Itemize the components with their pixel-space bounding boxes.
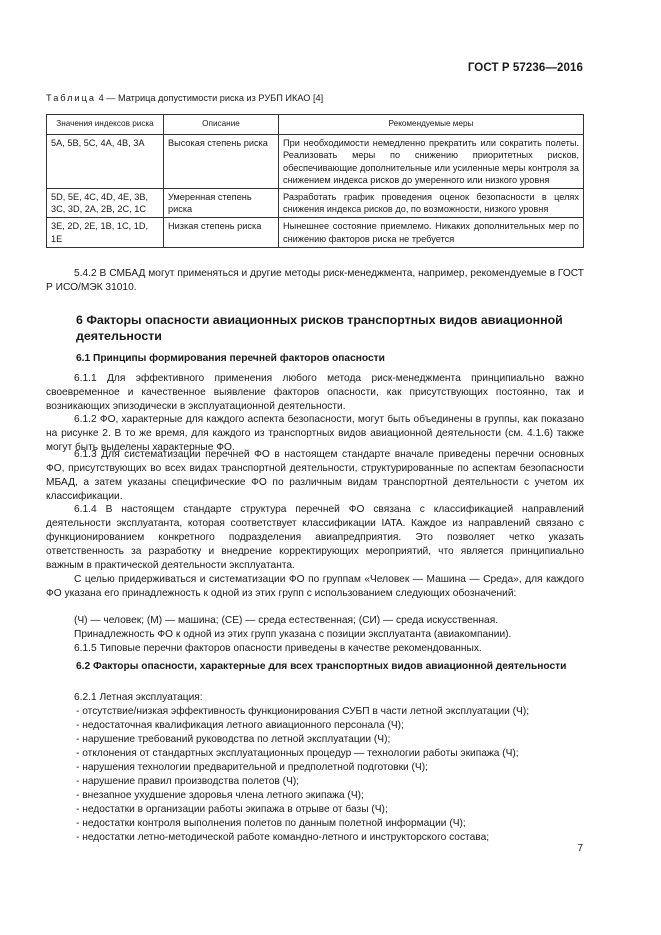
header-risk-indices: Значения индексов риска — [47, 115, 164, 135]
list-item: - нарушение правил производства полетов (Ч); — [76, 776, 300, 787]
cell-risk-indices: 3Е, 2D, 2Е, 1В, 1С, 1D, 1Е — [47, 218, 164, 247]
paragraph-6-1-2: 6.1.2 ФО, характерные для каждого аспекта безопасности, могут быть объединены в группы, как показано на рисунке 2. В то же время, для каждого из транспортных видов авиационной деятельности (см. 4.1.6) также могут быть выделены характерные ФО. — [46, 414, 584, 453]
section-6-1-heading: 6.1 Принципы формирования перечней факторов опасности — [76, 353, 385, 364]
list-item: - недостатки летно-методической работе командно-летного и инструкторского состава; — [76, 832, 490, 843]
list-item: - недостаточная квалификация летного авиационного персонала (Ч); — [76, 720, 404, 731]
paragraph-6-1-1: 6.1.1 Для эффективного применения любого метода риск-менеджмента принципиально важно своевременное и качественное выявление факторов опасности, как присутствующих постоянно, так и возникающих эпизодически в эксплуатационной деятельности. — [46, 373, 584, 412]
section-6-2-heading: 6.2 Факторы опасности, характерные для всех транспортных видов авиационной деятельности — [76, 661, 567, 672]
paragraph-5-4-2: 5.4.2 В СМБАД могут применяться и другие методы риск-менеджмента, например, рекомендуемые в ГОСТ Р ИСО/МЭК 31010. — [46, 268, 584, 293]
list-item: - нарушения технологии предварительной и предполетной подготовки (Ч); — [76, 762, 428, 773]
paragraph-grouping-goal: С целью придерживаться и систематизации ФО по группам «Человек — Машина — Среда», для каждого ФО указана его принадлежность к одной из этих групп с использованием следующих обозначений: — [46, 574, 584, 599]
cell-description: Высокая степень риска — [164, 135, 279, 189]
list-item: - отклонения от стандартных эксплуатационных процедур — технологии работы экипажа (Ч); — [76, 748, 519, 759]
table-row — [47, 135, 584, 189]
cell-description: Умеренная степень риска — [164, 189, 279, 218]
cell-risk-indices: 5А, 5В, 5С, 4А, 4В, 3А — [47, 135, 164, 189]
list-item: - недостатки в организации работы экипажа в отрыве от базы (Ч); — [76, 804, 388, 815]
table-caption-text: 4 — Матрица допустимости риска из РУБП ИКАО [4] — [96, 93, 324, 103]
list-item: - недостатки контроля выполнения полетов по данным полетной информации (Ч); — [76, 818, 466, 829]
list-item: - внезапное ухудшение здоровья члена летного экипажа (Ч); — [76, 790, 364, 801]
paragraph-6-1-3: 6.1.3 Для систематизации перечней ФО в настоящем стандарте вначале приведены перечни основных ФО, присутствующих во всех видах транспортной деятельности, структурированные по аспектам безопасности МБАД, а затем указаны специфические ФО по различным видам транспортной деятельности с учетом их классификации. — [46, 449, 584, 502]
section-6-heading: 6 Факторы опасности авиационных рисков транспортных видов авиационной деятельности — [76, 313, 563, 343]
paragraph-6-1-5: 6.1.5 Типовые перечни факторов опасности приведены в качестве рекомендованных. — [74, 643, 482, 654]
standard-code-header: ГОСТ Р 57236—2016 — [467, 62, 583, 74]
paragraph-group-designations: (Ч) — человек; (М) — машина; (СЕ) — среда естественная; (СИ) — среда искусственная. — [74, 615, 499, 626]
risk-matrix-table — [46, 114, 584, 248]
paragraph-6-2-1: 6.2.1 Летная эксплуатация: — [74, 692, 203, 703]
paragraph-group-belonging: Принадлежность ФО к одной из этих групп указана с позиции эксплуатанта (авиакомпании). — [74, 629, 512, 640]
table-row — [47, 218, 584, 247]
cell-description: Низкая степень риска — [164, 218, 279, 247]
list-item: - нарушение требований руководства по летной эксплуатации (Ч); — [76, 734, 391, 745]
table-caption — [46, 93, 323, 103]
header-recommended-measures: Рекомендуемые меры — [279, 115, 584, 135]
cell-measures: При необходимости немедленно прекратить или сократить полеты. Реализовать меры по снижению приоритетных рисков, обеспечивающие дополнительные или усиленные меры контроля за снижением индекса рисков до умеренного или низкого уровня — [279, 135, 584, 189]
page-number: 7 — [577, 843, 583, 854]
table-row — [47, 189, 584, 218]
list-item: - отсутствие/низкая эффективность функционирования СУБП в части летной эксплуатации (Ч); — [76, 706, 530, 717]
header-description: Описание — [164, 115, 279, 135]
paragraph-6-1-4: 6.1.4 В настоящем стандарте структура перечней ФО связана с классификацией направлений деятельности эксплуатанта, которая соответствует классификации IATA. Каждое из направлений связано с функционированием конкретного подразделения авиапредприятия. Это позволяет четко указать ответственность за разработку и внедрение корректирующих мероприятий, что является принципиально важным в практической деятельности эксплуатанта. — [46, 504, 584, 571]
cell-risk-indices: 5D, 5Е, 4С, 4D, 4Е, 3В, 3С, 3D, 2А, 2В, 2С, 1С — [47, 189, 164, 218]
table-caption-word: Таблица — [46, 93, 97, 103]
cell-measures: Нынешнее состояние приемлемо. Никаких дополнительных мер по снижению факторов риска не требуется — [279, 218, 584, 247]
table-header-row — [47, 115, 584, 135]
cell-measures: Разработать график проведения оценок безопасности в целях снижения индекса рисков до, по возможности, низкого уровня — [279, 189, 584, 218]
